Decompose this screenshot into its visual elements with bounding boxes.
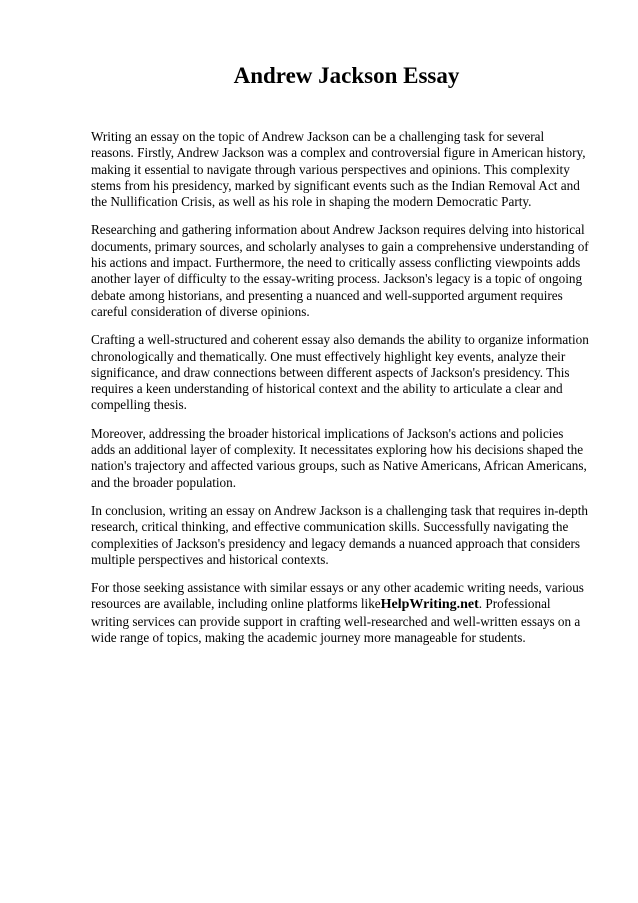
- paragraph-1: Writing an essay on the topic of Andrew Jackson can be a challenging task for several reasons. Firstly, Andrew Jackson was a complex and controversial figure in American history, making it essential to navigate through various perspectives and opinions. This complexity stems from his presidency, marked by significant events such as the Indian Removal Act and the Nullification Crisis, as well as his role in shaping the modern Democratic Party.: [91, 129, 586, 210]
- paragraph-5: In conclusion, writing an essay on Andrew Jackson is a challenging task that requires in-depth research, critical thinking, and effective communication skills. Successfully navigating the complexities of Jackson's presidency and legacy demands a nuanced approach that considers multiple perspectives and historical contexts.: [91, 502, 588, 567]
- paragraph-2: Researching and gathering information about Andrew Jackson requires delving into historical documents, primary sources, and scholarly analyses to gain a comprehensive understanding of his actions and impact. Furthermore, the need to critically assess conflicting viewpoints adds another layer of difficulty to the essay-writing process. Jackson's legacy is a topic of ongoing debate among historians, and presenting a nuanced and well-supported argument requires careful consideration of diverse opinions.: [91, 222, 589, 319]
- helpwriting-link[interactable]: HelpWriting.net: [380, 597, 479, 613]
- paragraph-4: Moreover, addressing the broader historical implications of Jackson's actions and policies adds an additional layer of complexity. It necessitates exploring how his decisions shaped the nation's trajectory and affected various groups, such as Native Americans, African Americans, and the broader population.: [91, 425, 587, 490]
- paragraph-6-text-after: . Professional writing services can provide support in crafting well-researched and well-written essays on a wide range of topics, making the academic journey more manageable for students.: [91, 596, 581, 646]
- paragraph-6-text-before: For those seeking assistance with similar essays or any other academic writing needs, various resources are available, including online platforms like: [91, 580, 584, 612]
- paragraph-3: Crafting a well-structured and coherent essay also demands the ability to organize information chronologically and thematically. One must effectively highlight key events, analyze their significance, and draw connections between different aspects of Jackson's presidency. This requires a keen understanding of historical context and the ability to articulate a clear and compelling thesis.: [91, 332, 589, 413]
- paragraph-6: [91, 580, 590, 646]
- document-title: Andrew Jackson Essay: [233, 63, 460, 88]
